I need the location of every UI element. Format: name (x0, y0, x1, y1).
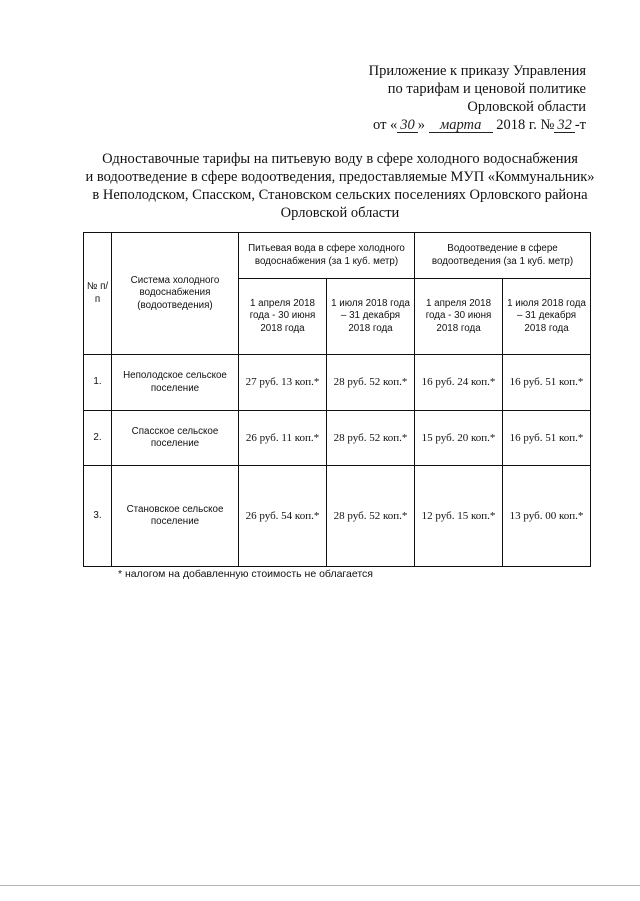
tariff-table (83, 232, 591, 567)
title-line-4: Орловской области (280, 205, 400, 221)
header-period-4: 1 июля 2018 года – 31 декабря 2018 года (503, 279, 591, 355)
title-line-1: Одноставочные тарифы на питьевую воду в сфере холодного водоснабжения (102, 151, 578, 167)
table-row (84, 466, 591, 567)
header-number: № п/п (84, 233, 112, 355)
order-number-handwritten: 32 (554, 118, 575, 133)
row-settlement: Неполодское сельское поселение (112, 355, 239, 411)
row-sewer-tariff-1: 16 руб. 24 коп.* (415, 355, 503, 411)
row-number: 2. (84, 411, 112, 466)
annex-line-1: Приложение к приказу Управления (368, 63, 586, 79)
title-line-2: и водоотведение в сфере водоотведения, предоставляемые МУП «Коммунальник» (85, 169, 595, 185)
header-drinking-water: Питьевая вода в сфере холодного водоснабжения (за 1 куб. метр) (239, 233, 415, 279)
date-mid: » (417, 117, 426, 133)
row-water-tariff-2: 28 руб. 52 коп.* (327, 411, 415, 466)
date-year: 2018 г. № (496, 117, 555, 133)
title-line-3: в Неполодском, Спасском, Становском сельских поселениях Орловского района (92, 187, 588, 203)
row-sewer-tariff-2: 16 руб. 51 коп.* (503, 355, 591, 411)
page-bottom-edge (0, 885, 640, 886)
annex-header (306, 62, 586, 134)
annex-line-3: Орловской области (467, 99, 586, 115)
row-water-tariff-1: 27 руб. 13 коп.* (239, 355, 327, 411)
header-sewerage: Водоотведение в сфере водоотведения (за 1 куб. метр) (415, 233, 591, 279)
row-water-tariff-2: 28 руб. 52 коп.* (327, 355, 415, 411)
header-system: Система холодного водоснабжения (водоотведения) (112, 233, 239, 355)
document-title (60, 150, 620, 222)
row-sewer-tariff-1: 15 руб. 20 коп.* (415, 411, 503, 466)
date-day-handwritten: 30 (397, 118, 418, 133)
header-period-2: 1 июля 2018 года – 31 декабря 2018 года (327, 279, 415, 355)
header-period-3: 1 апреля 2018 года - 30 июня 2018 года (415, 279, 503, 355)
row-water-tariff-2: 28 руб. 52 коп.* (327, 466, 415, 567)
row-sewer-tariff-2: 13 руб. 00 коп.* (503, 466, 591, 567)
row-settlement: Становское сельское поселение (112, 466, 239, 567)
date-prefix: от « (373, 117, 398, 133)
annex-line-2: по тарифам и ценовой политике (387, 81, 586, 97)
row-water-tariff-1: 26 руб. 11 коп.* (239, 411, 327, 466)
row-water-tariff-1: 26 руб. 54 коп.* (239, 466, 327, 567)
row-settlement: Спасское сельское поселение (112, 411, 239, 466)
date-suffix: -т (574, 117, 586, 133)
vat-footnote: * налогом на добавленную стоимость не облагается (118, 568, 373, 580)
row-number: 1. (84, 355, 112, 411)
header-period-1: 1 апреля 2018 года - 30 июня 2018 года (239, 279, 327, 355)
row-sewer-tariff-2: 16 руб. 51 коп.* (503, 411, 591, 466)
annex-date-line (306, 116, 586, 134)
row-sewer-tariff-1: 12 руб. 15 коп.* (415, 466, 503, 567)
table-row (84, 355, 591, 411)
table-row (84, 411, 591, 466)
date-month-handwritten: марта (429, 118, 493, 133)
row-number: 3. (84, 466, 112, 567)
